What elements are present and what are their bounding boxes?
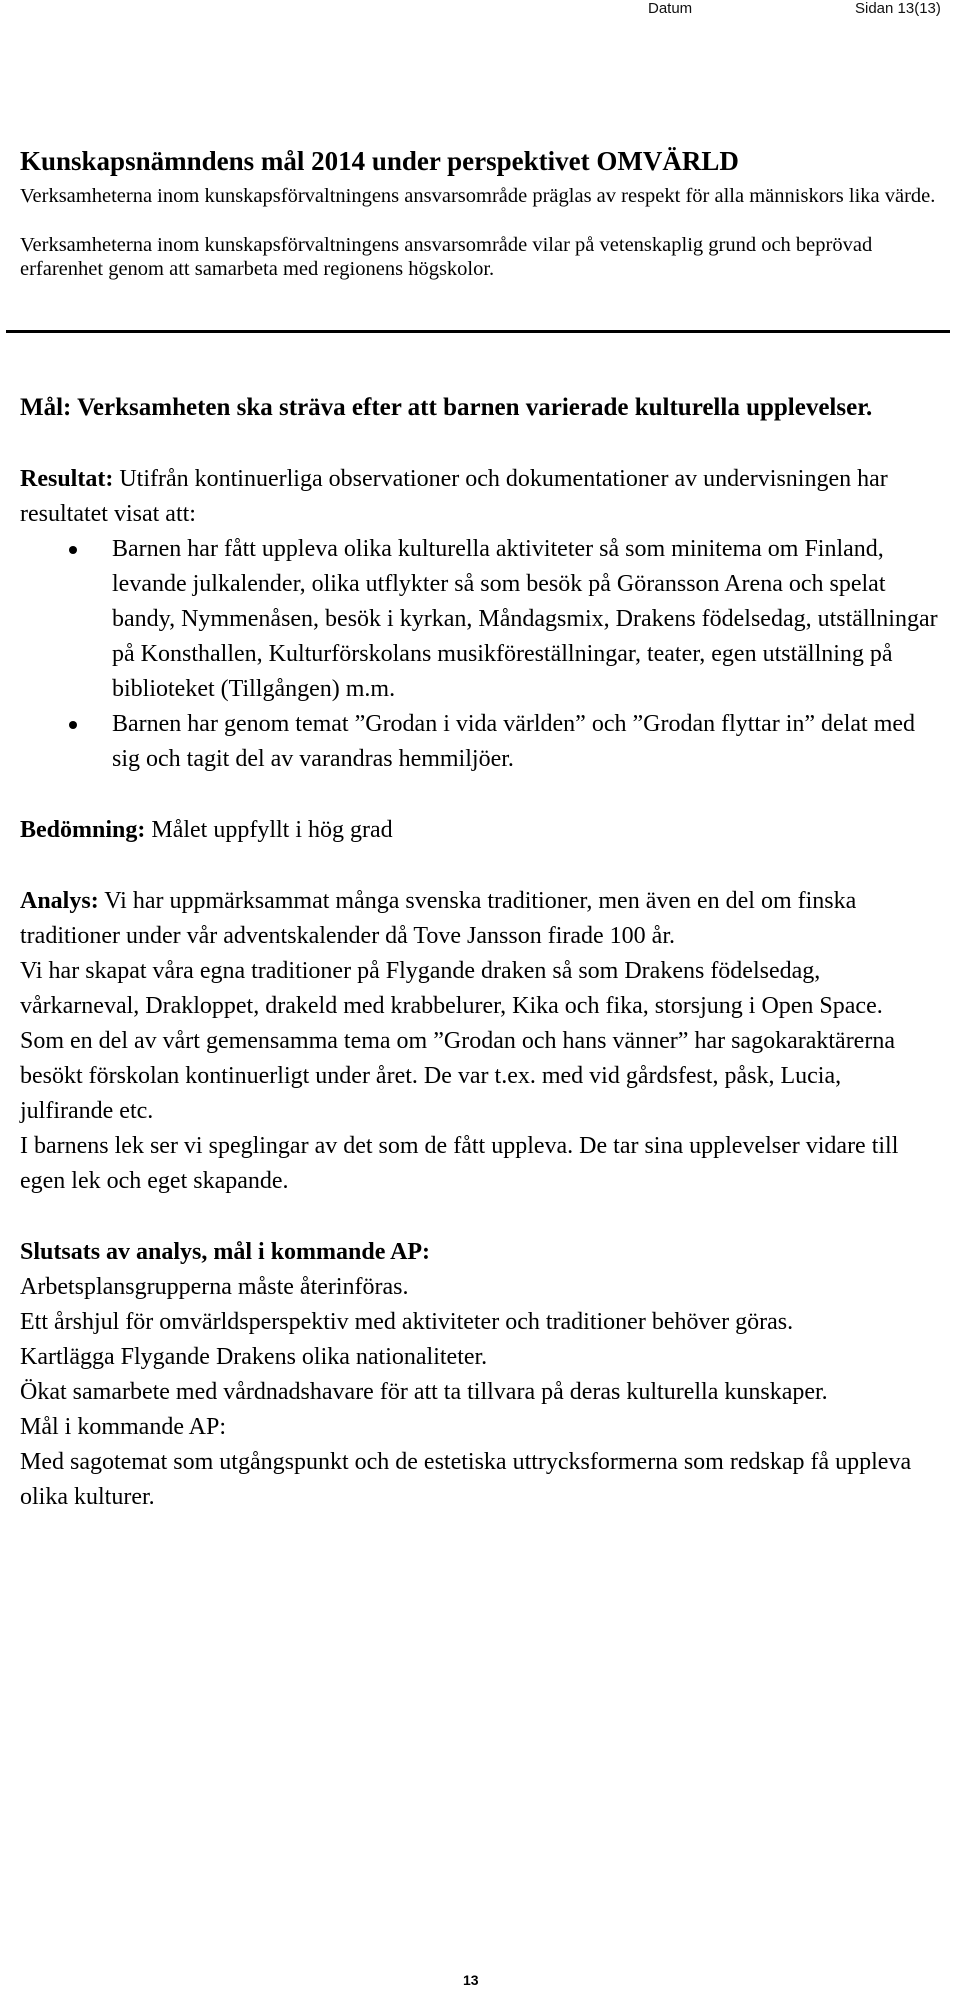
conclusion-line: Ökat samarbete med vårdnadshavare för att ta tillvara på deras kulturella kunskaper.: [20, 1379, 828, 1405]
analysis-paragraph: I barnens lek ser vi speglingar av det som de fått uppleva. De tar sina upplevelser vidare till egen lek och eget skapande.: [20, 1133, 899, 1194]
perspective-description: [20, 184, 940, 306]
result-label: Resultat:: [20, 466, 114, 492]
assessment-text: Målet uppfyllt i hög grad: [145, 817, 393, 843]
list-item-text: Barnen har genom temat ”Grodan i vida världen” och ”Grodan flyttar in” delat med sig och tagit del av varandras hemmiljöer.: [112, 711, 916, 772]
conclusion-line: Arbetsplansgrupperna måste återinföras.: [20, 1274, 409, 1300]
conclusion-heading: Slutsats av analys, mål i kommande AP:: [20, 1239, 431, 1265]
analysis-paragraph: Som en del av vårt gemensamma tema om ”Grodan och hans vänner” har sagokaraktärerna besökt förskolan kontinuerligt under året. De var t.ex. med vid gårdsfest, påsk, Lucia, julfirande etc.: [20, 1028, 895, 1124]
result-intro: [20, 462, 940, 532]
list-item: [20, 532, 940, 707]
page-header: [0, 0, 960, 20]
bullet-icon: [69, 721, 77, 729]
conclusion-line: Ett årshjul för omvärldsperspektiv med aktiviteter och traditioner behöver göras.: [20, 1309, 794, 1335]
assessment-label: Bedömning:: [20, 817, 146, 843]
analysis-text: Vi har uppmärksammat många svenska traditioner, men även en del om finska traditioner under vår adventskalender då Tove Jansson firade 100 år.: [20, 888, 857, 949]
page-number: 13: [463, 1972, 479, 1988]
assessment: [20, 813, 940, 848]
perspective-paragraph: Verksamheterna inom kunskapsförvaltningens ansvarsområde vilar på vetenskaplig grund och beprövad erfarenhet genom att samarbeta med regionens högskolor.: [20, 234, 873, 280]
conclusion-line: Med sagotemat som utgångspunkt och de estetiska uttrycksformerna som redskap få uppleva olika kulturer.: [20, 1449, 912, 1510]
goal-perspective-box: [6, 138, 950, 333]
analysis-paragraph: Vi har skapat våra egna traditioner på Flygande draken så som Drakens födelsedag, vårkarneval, Drakloppet, drakeld med krabbelurer, Kika och fika, storsjung i Open Space.: [20, 958, 883, 1019]
perspective-paragraph: Verksamheterna inom kunskapsförvaltningens ansvarsområde präglas av respekt för alla människors lika värde.: [20, 185, 936, 207]
analysis-label: Analys:: [20, 888, 99, 914]
conclusion-line: Mål i kommande AP:: [20, 1414, 226, 1440]
result-intro-text: Utifrån kontinuerliga observationer och dokumentationer av undervisningen har resultatet visat att:: [20, 466, 888, 527]
section-title: Kunskapsnämndens mål 2014 under perspektivet OMVÄRLD: [20, 146, 739, 176]
list-item: [20, 707, 940, 777]
analysis-intro: [20, 884, 940, 954]
conclusion-line: Kartlägga Flygande Drakens olika nationaliteter.: [20, 1344, 488, 1370]
result-list: [20, 532, 940, 777]
goal-heading: Mål: Verksamheten ska sträva efter att barnen varierade kulturella upplevelser.: [20, 394, 873, 421]
bullet-icon: [69, 546, 77, 554]
list-item-text: Barnen har fått uppleva olika kulturella aktiviteter så som minitema om Finland, levande julkalender, olika utflykter så som besök på Göransson Arena och spelat bandy, Nymmenåsen, besök i kyrkan, Måndagsmix, Drakens födelsedag, utställningar på Konsthallen, Kulturförskolans musikföreställningar, teater, egen utställning på biblioteket (Tillgången) m.m.: [112, 536, 938, 702]
date-label: Datum: [648, 0, 693, 17]
document-body: [20, 390, 940, 1515]
page-indicator: Sidan 13(13): [855, 0, 941, 17]
